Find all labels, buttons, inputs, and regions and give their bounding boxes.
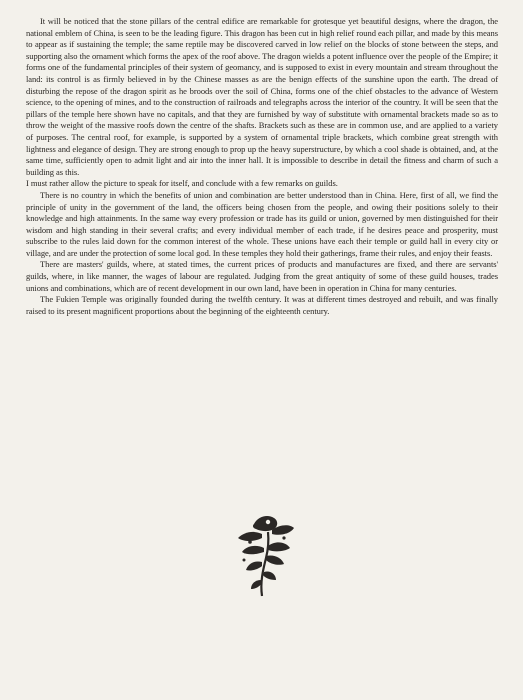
paragraph-dragon-pillars: It will be noticed that the stone pillars of the central edifice are remarkable for grotesque yet beautiful designs, where the dragon, the national emblem of China, is seen to be the leading figure. This dragon has been cut in high relief round each pillar, and made by this means to appear as if sustaining the temple; the same reptile may be discovered carved in low relief on the blocks of stone between the steps, and supporting also the ornament which forms the apex of the roof above. The dragon wields a potent influence over the people of the Empire; it forms one of the fundamental principles of their system of geomancy, and is supposed to exist in every mountain and stream throughout the land: its control is as firmly believed in by the Chinese masses as are the benign effects of the sunshine upon the earth. The dread of disturbing the repose of the dragon spirit as he broods over the soil of China, forms one of the chief obstacles to the advance of Western science, to the opening of mines, and to the construction of railroads and telegraphs across the interior of the country. It will be seen that the pillars of the temple here shown have no capitals, and that they are furnished by way of substitute with ornamental brackets made so as to throw the weight of the massive roofs down the centre of the shafts. Brackets such as these are in common use, and are applied to a variety of purposes. The central roof, for example, is supported by a system of ornamental triple brackets, which combine great strength with lightness and elegance of design. They are strong enough to prop up the heavy superstructure, by which a cool shade is obtained, and, at the same time, sufficiently open to admit light and air into the inner hall. It is impossible to describe in detail the fitness and charm of such a building as this.	[26, 16, 498, 177]
body-text	[26, 16, 498, 317]
floral-ornament-icon	[232, 512, 298, 598]
paragraph-masters-servants-guilds: There are masters' guilds, where, at stated times, the current prices of products and manufactures are fixed, and there are servants' guilds, where, in like manner, the wages of labour are regulated. Judging from the great antiquity of some of these guild houses, trades unions and combinations, which are of recent development in our own land, have been in operation in China for many centuries.	[26, 259, 498, 293]
paragraph-union-combination: There is no country in which the benefits of union and combination are better understood than in China. Here, first of all, we find the principle of unity in the government of the land, the officers being chosen from the people, and owing their positions solely to their knowledge and high attainments. In the same way every profession or trade has its guild or union, governed by men distinguished for their wisdom and high standing in their several crafts; and every individual member of each trade, if he desires peace and prosperity, must subscribe to the rules laid down for the common interest of the whole. These unions have each their temple or guild hall in every city or village, and are under the protection of some local god. In these temples they hold their gatherings, frame their rules, and enjoy their feasts.	[26, 189, 498, 258]
paragraph-fukien-temple: The Fukien Temple was originally founded during the twelfth century. It was at different times destroyed and rebuilt, and was finally raised to its present magnificent proportions about the beginning of the eighteenth century.	[26, 294, 498, 316]
paragraph-guilds-intro: I must rather allow the picture to speak for itself, and conclude with a few remarks on guilds.	[26, 178, 338, 189]
